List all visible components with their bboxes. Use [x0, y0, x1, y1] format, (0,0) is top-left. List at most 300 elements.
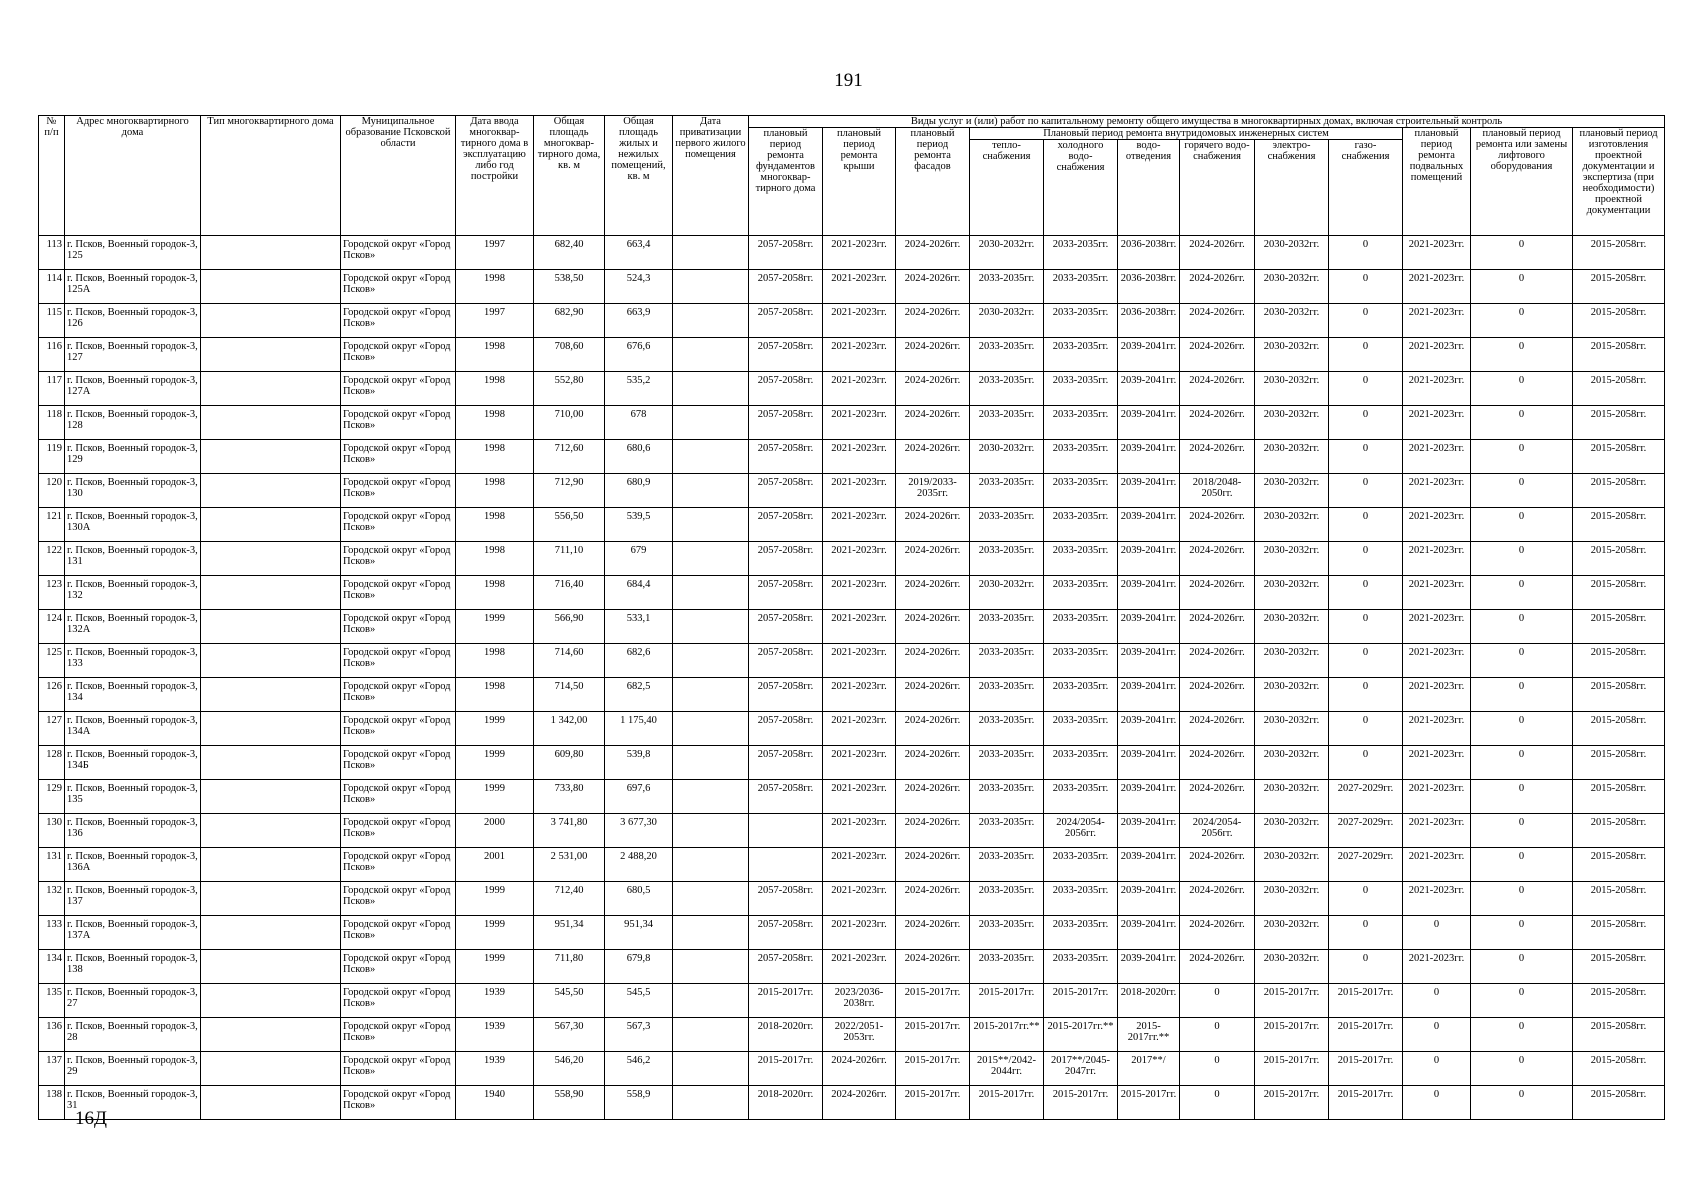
cell-type	[201, 814, 341, 848]
cell-foundation: 2057-2058гг.	[749, 304, 823, 338]
cell-year: 2000	[456, 814, 534, 848]
cell-basement: 2021-2023гг.	[1403, 508, 1471, 542]
cell-privatization	[673, 304, 749, 338]
cell-heating: 2033-2035гг.	[970, 678, 1044, 712]
cell-num: 128	[39, 746, 65, 780]
cell-design-docs: 2015-2058гг.	[1573, 882, 1665, 916]
cell-electricity: 2030-2032гг.	[1255, 576, 1329, 610]
cell-type	[201, 406, 341, 440]
cell-year: 1998	[456, 440, 534, 474]
cell-num: 115	[39, 304, 65, 338]
cell-basement: 2021-2023гг.	[1403, 644, 1471, 678]
cell-roof: 2021-2023гг.	[823, 304, 896, 338]
cell-design-docs: 2015-2058гг.	[1573, 746, 1665, 780]
cell-elevator: 0	[1471, 814, 1573, 848]
cell-year: 1997	[456, 236, 534, 270]
cell-heating: 2033-2035гг.	[970, 916, 1044, 950]
cell-design-docs: 2015-2058гг.	[1573, 984, 1665, 1018]
cell-hot-water: 2024-2026гг.	[1180, 236, 1255, 270]
cell-cold-water: 2033-2035гг.	[1044, 678, 1118, 712]
col-header-basement: плановый период ремонта подвальных помещений	[1403, 128, 1471, 236]
col-header-works-group: Виды услуг и (или) работ по капитальному ремонту общего имущества в многоквартирных домах, включая строительный контроль	[749, 116, 1665, 128]
cell-address: г. Псков, Военный городок-3, 131	[65, 542, 201, 576]
cell-privatization	[673, 1086, 749, 1120]
cell-elevator: 0	[1471, 882, 1573, 916]
cell-gas: 0	[1329, 950, 1403, 984]
cell-type	[201, 372, 341, 406]
cell-facade: 2024-2026гг.	[896, 440, 970, 474]
table-row	[39, 338, 1665, 372]
cell-municipality: Городской округ «Город Псков»	[341, 1086, 456, 1120]
cell-elevator: 0	[1471, 542, 1573, 576]
cell-cold-water: 2033-2035гг.	[1044, 644, 1118, 678]
cell-address: г. Псков, Военный городок-3, 127А	[65, 372, 201, 406]
col-header-heating: тепло-снабжения	[970, 140, 1044, 236]
cell-cold-water: 2033-2035гг.	[1044, 508, 1118, 542]
cell-municipality: Городской округ «Город Псков»	[341, 1018, 456, 1052]
cell-design-docs: 2015-2058гг.	[1573, 406, 1665, 440]
cell-type	[201, 338, 341, 372]
table-row	[39, 916, 1665, 950]
cell-roof: 2021-2023гг.	[823, 882, 896, 916]
cell-electricity: 2030-2032гг.	[1255, 814, 1329, 848]
cell-total-area: 714,60	[534, 644, 605, 678]
cell-cold-water: 2033-2035гг.	[1044, 882, 1118, 916]
col-header-municipality: Муниципальное образование Псковской области	[341, 116, 456, 236]
cell-foundation: 2015-2017гг.	[749, 1052, 823, 1086]
cell-year: 2001	[456, 848, 534, 882]
cell-roof: 2021-2023гг.	[823, 542, 896, 576]
cell-design-docs: 2015-2058гг.	[1573, 678, 1665, 712]
table-row	[39, 1052, 1665, 1086]
cell-cold-water: 2015-2017гг.**	[1044, 1018, 1118, 1052]
cell-type	[201, 1052, 341, 1086]
cell-elevator: 0	[1471, 508, 1573, 542]
cell-electricity: 2015-2017гг.	[1255, 984, 1329, 1018]
cell-foundation: 2057-2058гг.	[749, 406, 823, 440]
cell-living-area: 533,1	[605, 610, 673, 644]
cell-address: г. Псков, Военный городок-3, 31	[65, 1086, 201, 1120]
table-body	[39, 236, 1665, 1120]
cell-heating: 2033-2035гг.	[970, 780, 1044, 814]
cell-type	[201, 610, 341, 644]
cell-year: 1999	[456, 746, 534, 780]
cell-basement: 2021-2023гг.	[1403, 474, 1471, 508]
cell-municipality: Городской округ «Город Псков»	[341, 474, 456, 508]
cell-gas: 0	[1329, 440, 1403, 474]
cell-total-area: 567,30	[534, 1018, 605, 1052]
cell-heating: 2033-2035гг.	[970, 474, 1044, 508]
cell-year: 1998	[456, 406, 534, 440]
cell-address: г. Псков, Военный городок-3, 138	[65, 950, 201, 984]
cell-elevator: 0	[1471, 1086, 1573, 1120]
col-header-cold-water: холодного водо-снабжения	[1044, 140, 1118, 236]
cell-design-docs: 2015-2058гг.	[1573, 338, 1665, 372]
cell-living-area: 951,34	[605, 916, 673, 950]
cell-total-area: 545,50	[534, 984, 605, 1018]
cell-cold-water: 2033-2035гг.	[1044, 746, 1118, 780]
cell-basement: 2021-2023гг.	[1403, 406, 1471, 440]
cell-hot-water: 2024-2026гг.	[1180, 678, 1255, 712]
cell-sewerage: 2039-2041гг.	[1118, 440, 1180, 474]
cell-hot-water: 2024-2026гг.	[1180, 542, 1255, 576]
cell-living-area: 1 175,40	[605, 712, 673, 746]
table-row	[39, 474, 1665, 508]
cell-address: г. Псков, Военный городок-3, 133	[65, 644, 201, 678]
cell-gas: 2015-2017гг.	[1329, 1018, 1403, 1052]
col-header-privatization-date: Дата приватизации первого жилого помещения	[673, 116, 749, 236]
cell-gas: 0	[1329, 542, 1403, 576]
cell-roof: 2021-2023гг.	[823, 406, 896, 440]
cell-hot-water: 2024-2026гг.	[1180, 304, 1255, 338]
cell-privatization	[673, 984, 749, 1018]
cell-num: 125	[39, 644, 65, 678]
cell-gas: 2027-2029гг.	[1329, 814, 1403, 848]
col-header-roof: плановый период ремонта крыши	[823, 128, 896, 236]
cell-design-docs: 2015-2058гг.	[1573, 372, 1665, 406]
cell-sewerage: 2039-2041гг.	[1118, 610, 1180, 644]
cell-sewerage: 2039-2041гг.	[1118, 916, 1180, 950]
cell-municipality: Городской округ «Город Псков»	[341, 576, 456, 610]
cell-electricity: 2030-2032гг.	[1255, 644, 1329, 678]
cell-basement: 2021-2023гг.	[1403, 882, 1471, 916]
cell-hot-water: 2024/2054-2056гг.	[1180, 814, 1255, 848]
cell-total-area: 609,80	[534, 746, 605, 780]
cell-hot-water: 2018/2048-2050гг.	[1180, 474, 1255, 508]
col-header-address: Адрес многоквартирного дома	[65, 116, 201, 236]
cell-sewerage: 2039-2041гг.	[1118, 950, 1180, 984]
cell-total-area: 682,90	[534, 304, 605, 338]
cell-facade: 2024-2026гг.	[896, 882, 970, 916]
cell-year: 1999	[456, 950, 534, 984]
cell-municipality: Городской округ «Город Псков»	[341, 780, 456, 814]
cell-roof: 2021-2023гг.	[823, 474, 896, 508]
cell-elevator: 0	[1471, 610, 1573, 644]
cell-cold-water: 2033-2035гг.	[1044, 372, 1118, 406]
cell-gas: 0	[1329, 406, 1403, 440]
cell-elevator: 0	[1471, 304, 1573, 338]
cell-basement: 0	[1403, 984, 1471, 1018]
cell-facade: 2024-2026гг.	[896, 236, 970, 270]
cell-roof: 2024-2026гг.	[823, 1086, 896, 1120]
cell-total-area: 3 741,80	[534, 814, 605, 848]
cell-elevator: 0	[1471, 236, 1573, 270]
cell-gas: 0	[1329, 882, 1403, 916]
cell-living-area: 535,2	[605, 372, 673, 406]
cell-foundation: 2057-2058гг.	[749, 678, 823, 712]
cell-address: г. Псков, Военный городок-3, 134А	[65, 712, 201, 746]
cell-living-area: 524,3	[605, 270, 673, 304]
cell-elevator: 0	[1471, 678, 1573, 712]
cell-facade: 2024-2026гг.	[896, 576, 970, 610]
col-header-systems-group: Плановый период ремонта внутридомовых инженерных систем	[970, 128, 1403, 140]
cell-gas: 0	[1329, 644, 1403, 678]
cell-elevator: 0	[1471, 1052, 1573, 1086]
cell-num: 121	[39, 508, 65, 542]
cell-cold-water: 2033-2035гг.	[1044, 542, 1118, 576]
cell-sewerage: 2039-2041гг.	[1118, 406, 1180, 440]
cell-total-area: 566,90	[534, 610, 605, 644]
cell-sewerage: 2039-2041гг.	[1118, 678, 1180, 712]
cell-num: 117	[39, 372, 65, 406]
cell-foundation: 2057-2058гг.	[749, 338, 823, 372]
cell-design-docs: 2015-2058гг.	[1573, 236, 1665, 270]
col-header-facade: плановый период ремонта фасадов	[896, 128, 970, 236]
cell-roof: 2021-2023гг.	[823, 270, 896, 304]
cell-sewerage: 2039-2041гг.	[1118, 848, 1180, 882]
table-row	[39, 270, 1665, 304]
cell-elevator: 0	[1471, 780, 1573, 814]
cell-sewerage: 2039-2041гг.	[1118, 882, 1180, 916]
cell-electricity: 2030-2032гг.	[1255, 950, 1329, 984]
cell-facade: 2024-2026гг.	[896, 372, 970, 406]
cell-hot-water: 2024-2026гг.	[1180, 712, 1255, 746]
cell-foundation: 2015-2017гг.	[749, 984, 823, 1018]
cell-facade: 2024-2026гг.	[896, 746, 970, 780]
col-header-living-area: Общая площадь жилых и нежилых помещений, кв. м	[605, 116, 673, 236]
cell-foundation: 2057-2058гг.	[749, 474, 823, 508]
cell-design-docs: 2015-2058гг.	[1573, 508, 1665, 542]
cell-heating: 2030-2032гг.	[970, 236, 1044, 270]
cell-privatization	[673, 338, 749, 372]
col-header-elevator: плановый период ремонта или замены лифтового оборудования	[1471, 128, 1573, 236]
cell-living-area: 558,9	[605, 1086, 673, 1120]
cell-municipality: Городской округ «Город Псков»	[341, 406, 456, 440]
cell-heating: 2033-2035гг.	[970, 882, 1044, 916]
cell-roof: 2021-2023гг.	[823, 746, 896, 780]
cell-address: г. Псков, Военный городок-3, 130	[65, 474, 201, 508]
cell-sewerage: 2039-2041гг.	[1118, 780, 1180, 814]
cell-heating: 2033-2035гг.	[970, 372, 1044, 406]
cell-total-area: 2 531,00	[534, 848, 605, 882]
cell-basement: 2021-2023гг.	[1403, 236, 1471, 270]
cell-type	[201, 950, 341, 984]
cell-municipality: Городской округ «Город Псков»	[341, 916, 456, 950]
cell-elevator: 0	[1471, 984, 1573, 1018]
cell-year: 1998	[456, 372, 534, 406]
cell-address: г. Псков, Военный городок-3, 127	[65, 338, 201, 372]
cell-privatization	[673, 746, 749, 780]
table-row	[39, 780, 1665, 814]
cell-electricity: 2030-2032гг.	[1255, 508, 1329, 542]
col-header-type: Тип многоквартирного дома	[201, 116, 341, 236]
cell-address: г. Псков, Военный городок-3, 27	[65, 984, 201, 1018]
cell-roof: 2021-2023гг.	[823, 848, 896, 882]
cell-roof: 2022/2051-2053гг.	[823, 1018, 896, 1052]
cell-sewerage: 2039-2041гг.	[1118, 542, 1180, 576]
cell-sewerage: 2039-2041гг.	[1118, 814, 1180, 848]
cell-roof: 2021-2023гг.	[823, 440, 896, 474]
cell-sewerage: 2039-2041гг.	[1118, 338, 1180, 372]
cell-hot-water: 2024-2026гг.	[1180, 270, 1255, 304]
cell-hot-water: 2024-2026гг.	[1180, 746, 1255, 780]
cell-heating: 2033-2035гг.	[970, 610, 1044, 644]
cell-cold-water: 2017**/2045-2047гг.	[1044, 1052, 1118, 1086]
cell-num: 126	[39, 678, 65, 712]
cell-hot-water: 2024-2026гг.	[1180, 950, 1255, 984]
cell-privatization	[673, 916, 749, 950]
cell-electricity: 2030-2032гг.	[1255, 236, 1329, 270]
cell-heating: 2033-2035гг.	[970, 848, 1044, 882]
cell-foundation: 2057-2058гг.	[749, 508, 823, 542]
cell-municipality: Городской округ «Город Псков»	[341, 610, 456, 644]
cell-foundation: 2057-2058гг.	[749, 746, 823, 780]
cell-roof: 2023/2036-2038гг.	[823, 984, 896, 1018]
cell-num: 133	[39, 916, 65, 950]
cell-privatization	[673, 780, 749, 814]
cell-year: 1998	[456, 678, 534, 712]
cell-elevator: 0	[1471, 746, 1573, 780]
cell-total-area: 711,10	[534, 542, 605, 576]
cell-design-docs: 2015-2058гг.	[1573, 1052, 1665, 1086]
cell-foundation	[749, 814, 823, 848]
cell-total-area: 558,90	[534, 1086, 605, 1120]
cell-facade: 2024-2026гг.	[896, 644, 970, 678]
cell-total-area: 710,00	[534, 406, 605, 440]
cell-basement: 2021-2023гг.	[1403, 542, 1471, 576]
cell-year: 1939	[456, 1052, 534, 1086]
cell-type	[201, 474, 341, 508]
table-row	[39, 746, 1665, 780]
cell-hot-water: 2024-2026гг.	[1180, 780, 1255, 814]
cell-sewerage: 2018-2020гг.	[1118, 984, 1180, 1018]
cell-privatization	[673, 236, 749, 270]
cell-foundation: 2057-2058гг.	[749, 440, 823, 474]
cell-basement: 2021-2023гг.	[1403, 746, 1471, 780]
cell-foundation: 2057-2058гг.	[749, 542, 823, 576]
cell-heating: 2033-2035гг.	[970, 406, 1044, 440]
table-row	[39, 814, 1665, 848]
cell-municipality: Городской округ «Город Псков»	[341, 304, 456, 338]
cell-total-area: 712,40	[534, 882, 605, 916]
cell-address: г. Псков, Военный городок-3, 128	[65, 406, 201, 440]
cell-type	[201, 576, 341, 610]
cell-address: г. Псков, Военный городок-3, 137	[65, 882, 201, 916]
cell-total-area: 712,60	[534, 440, 605, 474]
cell-privatization	[673, 508, 749, 542]
cell-facade: 2015-2017гг.	[896, 984, 970, 1018]
cell-privatization	[673, 406, 749, 440]
cell-basement: 2021-2023гг.	[1403, 678, 1471, 712]
cell-foundation: 2057-2058гг.	[749, 372, 823, 406]
cell-living-area: 2 488,20	[605, 848, 673, 882]
cell-cold-water: 2033-2035гг.	[1044, 304, 1118, 338]
cell-num: 122	[39, 542, 65, 576]
cell-cold-water: 2033-2035гг.	[1044, 236, 1118, 270]
cell-cold-water: 2033-2035гг.	[1044, 270, 1118, 304]
table-row	[39, 576, 1665, 610]
cell-address: г. Псков, Военный городок-3, 132	[65, 576, 201, 610]
cell-basement: 2021-2023гг.	[1403, 270, 1471, 304]
cell-facade: 2015-2017гг.	[896, 1052, 970, 1086]
cell-privatization	[673, 712, 749, 746]
cell-municipality: Городской округ «Город Псков»	[341, 882, 456, 916]
cell-basement: 2021-2023гг.	[1403, 712, 1471, 746]
cell-year: 1998	[456, 338, 534, 372]
cell-electricity: 2030-2032гг.	[1255, 610, 1329, 644]
cell-privatization	[673, 950, 749, 984]
cell-hot-water: 2024-2026гг.	[1180, 882, 1255, 916]
cell-living-area: 678	[605, 406, 673, 440]
col-header-total-area: Общая площадь многоквар-тирного дома, кв. м	[534, 116, 605, 236]
cell-municipality: Городской округ «Город Псков»	[341, 372, 456, 406]
cell-year: 1998	[456, 542, 534, 576]
table-row	[39, 712, 1665, 746]
cell-type	[201, 508, 341, 542]
cell-privatization	[673, 814, 749, 848]
cell-gas: 0	[1329, 270, 1403, 304]
cell-roof: 2021-2023гг.	[823, 712, 896, 746]
cell-type	[201, 644, 341, 678]
cell-electricity: 2030-2032гг.	[1255, 678, 1329, 712]
cell-address: г. Псков, Военный городок-3, 134Б	[65, 746, 201, 780]
cell-gas: 2015-2017гг.	[1329, 1086, 1403, 1120]
cell-cold-water: 2033-2035гг.	[1044, 610, 1118, 644]
cell-privatization	[673, 610, 749, 644]
cell-hot-water: 2024-2026гг.	[1180, 610, 1255, 644]
cell-foundation: 2057-2058гг.	[749, 950, 823, 984]
cell-municipality: Городской округ «Город Псков»	[341, 814, 456, 848]
cell-heating: 2033-2035гг.	[970, 950, 1044, 984]
cell-living-area: 546,2	[605, 1052, 673, 1086]
cell-address: г. Псков, Военный городок-3, 136А	[65, 848, 201, 882]
cell-gas: 0	[1329, 916, 1403, 950]
cell-municipality: Городской округ «Город Псков»	[341, 338, 456, 372]
cell-heating: 2015**/2042-2044гг.	[970, 1052, 1044, 1086]
cell-cold-water: 2033-2035гг.	[1044, 338, 1118, 372]
cell-sewerage: 2039-2041гг.	[1118, 644, 1180, 678]
cell-electricity: 2030-2032гг.	[1255, 746, 1329, 780]
table-row	[39, 440, 1665, 474]
cell-foundation: 2057-2058гг.	[749, 576, 823, 610]
cell-address: г. Псков, Военный городок-3, 28	[65, 1018, 201, 1052]
cell-design-docs: 2015-2058гг.	[1573, 440, 1665, 474]
cell-elevator: 0	[1471, 474, 1573, 508]
cell-roof: 2021-2023гг.	[823, 678, 896, 712]
cell-privatization	[673, 474, 749, 508]
cell-privatization	[673, 882, 749, 916]
cell-year: 1998	[456, 474, 534, 508]
cell-roof: 2021-2023гг.	[823, 372, 896, 406]
cell-total-area: 716,40	[534, 576, 605, 610]
cell-basement: 2021-2023гг.	[1403, 372, 1471, 406]
cell-year: 1999	[456, 780, 534, 814]
cell-elevator: 0	[1471, 576, 1573, 610]
cell-basement: 0	[1403, 1052, 1471, 1086]
cell-electricity: 2030-2032гг.	[1255, 542, 1329, 576]
cell-hot-water: 0	[1180, 984, 1255, 1018]
footer-mark: 16Д	[75, 1108, 107, 1129]
cell-address: г. Псков, Военный городок-3, 125	[65, 236, 201, 270]
cell-facade: 2024-2026гг.	[896, 916, 970, 950]
cell-privatization	[673, 644, 749, 678]
cell-year: 1939	[456, 984, 534, 1018]
cell-heating: 2033-2035гг.	[970, 746, 1044, 780]
cell-living-area: 684,4	[605, 576, 673, 610]
cell-municipality: Городской округ «Город Псков»	[341, 984, 456, 1018]
cell-address: г. Псков, Военный городок-3, 132А	[65, 610, 201, 644]
cell-roof: 2024-2026гг.	[823, 1052, 896, 1086]
cell-num: 116	[39, 338, 65, 372]
cell-address: г. Псков, Военный городок-3, 135	[65, 780, 201, 814]
col-header-gas: газо-снабжения	[1329, 140, 1403, 236]
cell-gas: 2027-2029гг.	[1329, 848, 1403, 882]
col-header-hot-water: горячего водо-снабжения	[1180, 140, 1255, 236]
cell-hot-water: 2024-2026гг.	[1180, 644, 1255, 678]
table-row	[39, 406, 1665, 440]
cell-num: 136	[39, 1018, 65, 1052]
cell-facade: 2024-2026гг.	[896, 338, 970, 372]
